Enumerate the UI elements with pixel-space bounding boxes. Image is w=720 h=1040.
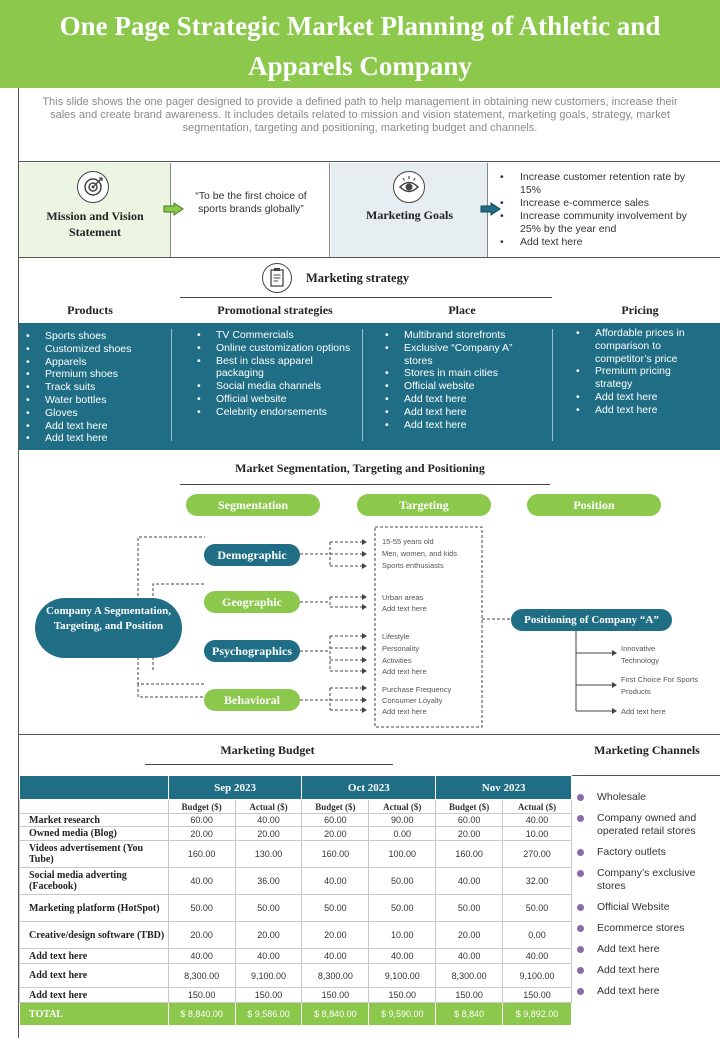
target-icon <box>77 171 109 203</box>
table-cell: 40.00 <box>235 814 302 827</box>
products-heading: Products <box>67 303 113 317</box>
total-cell: $ 8,840 <box>436 1003 503 1026</box>
row-label: Videos advertisement (You Tube) <box>20 841 169 868</box>
positioning-pill: Positioning of Company “A” <box>511 609 672 631</box>
table-cell: 50.00 <box>503 895 572 922</box>
promotion-list <box>216 329 356 419</box>
list-item: • Add text here <box>45 420 165 433</box>
table-cell: 20.00 <box>302 922 369 949</box>
channel-item: Add text here <box>597 943 712 956</box>
table-cell: 60.00 <box>302 814 369 827</box>
list-item: • Official website <box>404 380 544 393</box>
subheader-actual: Actual ($) <box>369 800 436 814</box>
list-item: • Add text here <box>404 406 544 419</box>
total-cell: $ 9,586.00 <box>235 1003 302 1026</box>
company-label: Company A Segmentation, Targeting, and Position <box>46 605 171 632</box>
table-cell: 9,100.00 <box>503 964 572 988</box>
table-cell: 50.00 <box>369 895 436 922</box>
list-item: • Exclusive “Company A” stores <box>404 342 544 368</box>
list-item: • Customized shoes <box>45 343 165 356</box>
subheader-budget: Budget ($) <box>302 800 369 814</box>
total-cell: $ 8,840.00 <box>168 1003 235 1026</box>
list-item: • Sports shoes <box>45 330 165 343</box>
promotion-heading: Promotional strategies <box>217 303 333 317</box>
table-cell: 60.00 <box>436 814 503 827</box>
list-item: • Gloves <box>45 407 165 420</box>
list-item: • Multibrand storefronts <box>404 329 544 342</box>
goals-box <box>331 163 488 257</box>
table-cell: 150.00 <box>503 988 572 1003</box>
target-item: Personality <box>382 644 420 653</box>
segment-geographic: Geographic <box>204 591 300 613</box>
table-cell: 130.00 <box>235 841 302 868</box>
pricing-list <box>595 327 703 417</box>
band-divider <box>171 329 172 441</box>
target-item: Consumer Loyalty <box>382 696 443 705</box>
channels-list <box>597 791 712 998</box>
row-label: Marketing platform (HotSpot) <box>20 895 169 922</box>
table-cell: 100.00 <box>369 841 436 868</box>
list-item: • Premium pricing strategy <box>595 365 703 391</box>
table-cell: 8,300.00 <box>436 964 503 988</box>
pricing-heading: Pricing <box>621 303 659 317</box>
table-cell: 20.00 <box>235 922 302 949</box>
channel-item: Ecommerce stores <box>597 922 712 935</box>
list-item: • Social media channels <box>216 380 356 393</box>
table-cell: 10.00 <box>369 922 436 949</box>
goal-item: • Add text here <box>514 236 694 249</box>
table-cell: 40.00 <box>168 949 235 964</box>
month-header: Nov 2023 <box>436 776 572 800</box>
table-cell: 20.00 <box>168 827 235 841</box>
clipboard-icon <box>262 263 292 293</box>
eye-icon <box>393 171 425 203</box>
table-cell: 40.00 <box>503 814 572 827</box>
place-list <box>404 329 544 431</box>
table-cell: 32.00 <box>503 868 572 895</box>
divider-channels <box>572 775 720 776</box>
products-list <box>45 330 165 445</box>
row-label: Market research <box>20 814 169 827</box>
channel-item: Company owned and operated retail stores <box>597 812 712 838</box>
row-label: Add text here <box>20 988 169 1003</box>
table-row <box>20 964 572 988</box>
table-cell: 8,300.00 <box>168 964 235 988</box>
segmentation-underline <box>180 484 550 485</box>
table-cell: 50.00 <box>436 895 503 922</box>
row-label: Creative/design software (TBD) <box>20 922 169 949</box>
subheader-budget: Budget ($) <box>436 800 503 814</box>
subheader-budget: Budget ($) <box>168 800 235 814</box>
table-row <box>20 949 572 964</box>
table-cell: 10.00 <box>503 827 572 841</box>
row-label: Social media adverting (Facebook) <box>20 868 169 895</box>
band-divider <box>552 329 553 441</box>
band-divider <box>362 329 363 441</box>
segment-psychographics: Psychographics <box>204 640 300 662</box>
target-item: Add text here <box>382 707 427 716</box>
mission-box <box>19 163 171 257</box>
budget-underline <box>145 764 393 765</box>
strategy-underline <box>180 297 552 298</box>
list-item: • Water bottles <box>45 394 165 407</box>
table-cell: 50.00 <box>235 895 302 922</box>
list-item: • TV Commercials <box>216 329 356 342</box>
table-row <box>20 841 572 868</box>
arrow-right-icon <box>480 202 502 216</box>
row-label: Add text here <box>20 949 169 964</box>
table-cell: 20.00 <box>436 922 503 949</box>
list-item: • Affordable prices in comparison to competitor’s price <box>595 327 703 365</box>
list-item: • Online customization options <box>216 342 356 355</box>
total-row <box>20 1003 572 1026</box>
list-item: • Best in class apparel packaging <box>216 355 356 381</box>
strategy-title: Marketing strategy <box>306 271 410 285</box>
list-item: • Celebrity endorsements <box>216 406 356 419</box>
table-cell: 160.00 <box>302 841 369 868</box>
segmentation-title: Market Segmentation, Targeting and Positioning <box>235 461 485 475</box>
list-item: • Track suits <box>45 381 165 394</box>
position-item: First Choice For Sports Products <box>621 675 699 696</box>
month-header: Sep 2023 <box>168 776 302 800</box>
table-cell: 40.00 <box>302 949 369 964</box>
table-cell: 150.00 <box>302 988 369 1003</box>
list-item: • Premium shoes <box>45 368 165 381</box>
table-corner <box>20 776 169 800</box>
subheader-actual: Actual ($) <box>235 800 302 814</box>
list-item: • Apparels <box>45 356 165 369</box>
row-label: Add text here <box>20 964 169 988</box>
table-cell: 40.00 <box>168 868 235 895</box>
page-title: One Page Strategic Market Planning of Athletic and Apparels Company <box>59 11 661 81</box>
table-cell: 50.00 <box>369 868 436 895</box>
table-cell: 40.00 <box>436 868 503 895</box>
table-cell: 150.00 <box>235 988 302 1003</box>
table-cell: 20.00 <box>302 827 369 841</box>
target-item: Activities <box>382 656 412 665</box>
segment-behavioral: Behavioral <box>204 689 300 711</box>
divider-1 <box>18 161 720 162</box>
channel-item: Official Website <box>597 901 712 914</box>
table-cell: 9,100.00 <box>235 964 302 988</box>
header-banner <box>0 0 720 88</box>
target-item: Add text here <box>382 604 427 613</box>
segment-demographic: Demographic <box>204 544 300 566</box>
table-cell: 50.00 <box>302 895 369 922</box>
channel-item: Factory outlets <box>597 846 712 859</box>
table-row <box>20 827 572 841</box>
table-cell: 90.00 <box>369 814 436 827</box>
table-row <box>20 922 572 949</box>
target-item: Add text here <box>382 667 427 676</box>
budget-title: Marketing Budget <box>220 743 315 757</box>
table-cell: 160.00 <box>168 841 235 868</box>
total-cell: $ 9,892.00 <box>503 1003 572 1026</box>
table-cell: 40.00 <box>302 868 369 895</box>
total-cell: $ 9,590.00 <box>369 1003 436 1026</box>
table-cell: 40.00 <box>503 949 572 964</box>
place-heading: Place <box>448 303 476 317</box>
targeting-header: Targeting <box>357 494 491 516</box>
channels-title: Marketing Channels <box>594 743 700 757</box>
divider-2 <box>18 257 720 258</box>
table-row <box>20 895 572 922</box>
target-item: Sports enthusiasts <box>382 561 444 570</box>
table-cell: 8,300.00 <box>302 964 369 988</box>
budget-table <box>19 775 572 1026</box>
total-label: TOTAL <box>20 1003 169 1026</box>
row-label: Owned media (Blog) <box>20 827 169 841</box>
list-item: • Add text here <box>595 391 703 404</box>
table-cell: 36.00 <box>235 868 302 895</box>
table-row <box>20 988 572 1003</box>
target-item: 15-55 years old <box>382 537 434 546</box>
table-row <box>20 868 572 895</box>
target-item: Lifestyle <box>382 632 410 641</box>
goal-item: • Increase community involvement by 25% by the year end <box>514 210 694 236</box>
goal-item: • Increase e-commerce sales <box>514 197 694 210</box>
table-cell <box>20 800 169 814</box>
position-item: Add text here <box>621 707 666 716</box>
channel-item: Add text here <box>597 964 712 977</box>
month-header: Oct 2023 <box>302 776 436 800</box>
table-cell: 150.00 <box>369 988 436 1003</box>
list-item: • Add text here <box>404 393 544 406</box>
segmentation-header: Segmentation <box>186 494 320 516</box>
table-cell: 20.00 <box>436 827 503 841</box>
table-cell: 40.00 <box>235 949 302 964</box>
table-cell: 60.00 <box>168 814 235 827</box>
table-cell: 270.00 <box>503 841 572 868</box>
divider-3 <box>18 734 720 735</box>
subheader-actual: Actual ($) <box>503 800 572 814</box>
list-item: • Official website <box>216 393 356 406</box>
table-cell: 20.00 <box>235 827 302 841</box>
mission-label: Mission and Vision Statement <box>46 209 144 239</box>
goals-label: Marketing Goals <box>366 208 453 222</box>
target-item: Purchase Frequency <box>382 685 452 694</box>
channel-item: Company’s exclusive stores <box>597 867 712 893</box>
table-cell: 0.00 <box>503 922 572 949</box>
target-item: Men, women, and kids <box>382 549 458 558</box>
page-description: This slide shows the one pager designed to provide a defined path to help management in obtaining new customers, increase their sales and create brand awareness. It includes details related to mission and vision statement, marketing goals, strategy, market segmentation, targeting and positioning, marketing budget and channels. <box>42 96 678 134</box>
table-cell: 50.00 <box>168 895 235 922</box>
list-item: • Add text here <box>45 432 165 445</box>
table-row <box>20 814 572 827</box>
position-item: Innovative Technology <box>621 644 659 665</box>
target-item: Urban areas <box>382 593 424 602</box>
list-item: • Add text here <box>595 404 703 417</box>
mission-quote: “To be the first choice of sports brands globally” <box>195 190 307 215</box>
position-header: Position <box>527 494 661 516</box>
table-cell: 40.00 <box>436 949 503 964</box>
goal-item: • Increase customer retention rate by 15% <box>514 171 694 197</box>
table-cell: 0.00 <box>369 827 436 841</box>
table-cell: 20.00 <box>168 922 235 949</box>
table-cell: 40.00 <box>369 949 436 964</box>
table-cell: 150.00 <box>168 988 235 1003</box>
table-cell: 150.00 <box>436 988 503 1003</box>
list-item: • Stores in main cities <box>404 367 544 380</box>
list-item: • Add text here <box>404 419 544 432</box>
goals-list <box>514 171 694 249</box>
table-cell: 160.00 <box>436 841 503 868</box>
channel-item: Wholesale <box>597 791 712 804</box>
table-cell: 9,100.00 <box>369 964 436 988</box>
total-cell: $ 8,840.00 <box>302 1003 369 1026</box>
channel-item: Add text here <box>597 985 712 998</box>
